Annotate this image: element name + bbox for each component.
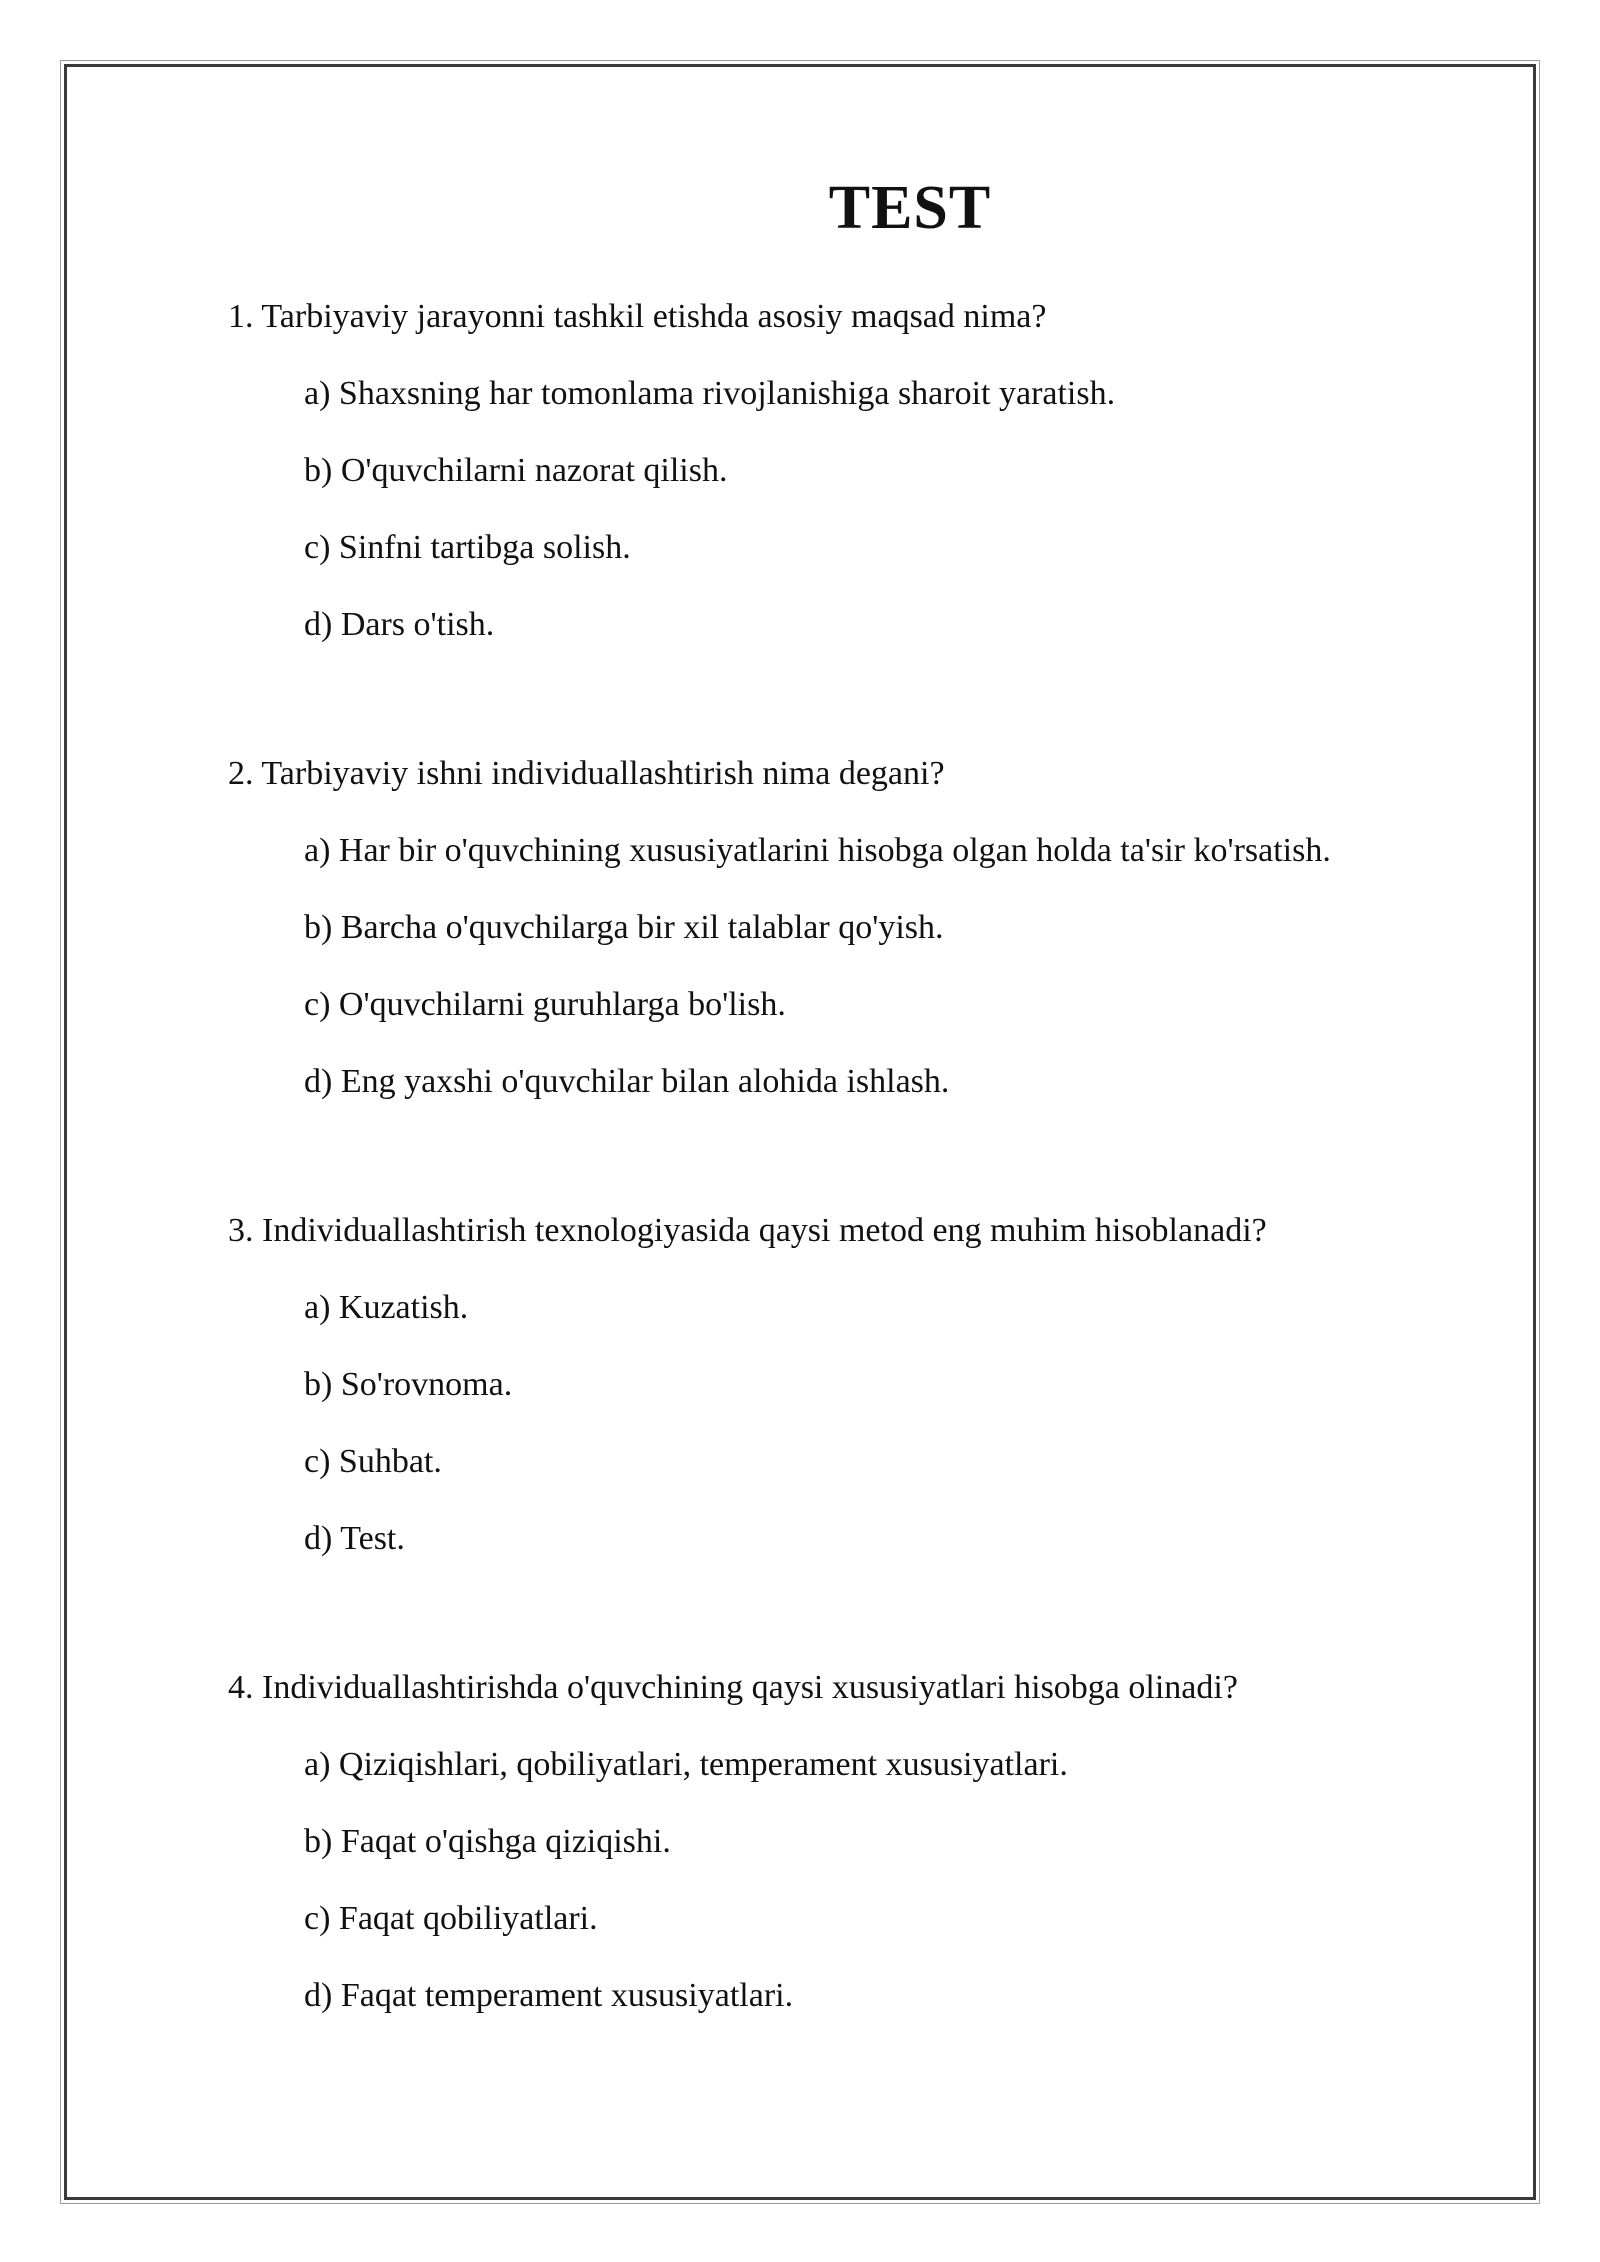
answer-option-d: d) Dars o'tish. [304, 606, 495, 643]
answer-option-c: c) O'quvchilarni guruhlarga bo'lish. [304, 986, 786, 1023]
answer-option-a: a) Qiziqishlari, qobiliyatlari, temperament xususiyatlari. [304, 1746, 1068, 1783]
question-1 [228, 278, 1478, 663]
answer-option-b: b) Barcha o'quvchilarga bir xil talablar qo'yish. [304, 909, 944, 946]
answer-option-b: b) O'quvchilarni nazorat qilish. [304, 452, 728, 489]
answer-option-d: d) Test. [304, 1520, 405, 1557]
answer-option-c: c) Suhbat. [304, 1443, 442, 1480]
question-text: 4. Individuallashtirishda o'quvchining qaysi xususiyatlari hisobga olinadi? [228, 1669, 1238, 1706]
answer-option-c: c) Faqat qobiliyatlari. [304, 1900, 598, 1937]
answer-option-a: a) Har bir o'quvchining xususiyatlarini hisobga olgan holda ta'sir ko'rsatish. [304, 832, 1331, 869]
answer-option-d: d) Eng yaxshi o'quvchilar bilan alohida ishlash. [304, 1063, 950, 1100]
question-2 [228, 735, 1478, 1120]
question-text: 1. Tarbiyaviy jarayonni tashkil etishda asosiy maqsad nima? [228, 298, 1047, 335]
question-text: 2. Tarbiyaviy ishni individuallashtirish nima degani? [228, 755, 945, 792]
answer-option-d: d) Faqat temperament xususiyatlari. [304, 1977, 794, 2014]
answer-option-c: c) Sinfni tartibga solish. [304, 529, 631, 566]
question-list [228, 278, 1478, 2106]
question-text: 3. Individuallashtirish texnologiyasida qaysi metod eng muhim hisoblanadi? [228, 1212, 1267, 1249]
question-3 [228, 1192, 1478, 1577]
answer-option-a: a) Shaxsning har tomonlama rivojlanishiga sharoit yaratish. [304, 375, 1116, 412]
answer-option-b: b) So'rovnoma. [304, 1366, 513, 1403]
answer-option-a: a) Kuzatish. [304, 1289, 469, 1326]
document-title: TEST [828, 174, 992, 242]
answer-option-b: b) Faqat o'qishga qiziqishi. [304, 1823, 671, 1860]
question-4 [228, 1649, 1478, 2034]
